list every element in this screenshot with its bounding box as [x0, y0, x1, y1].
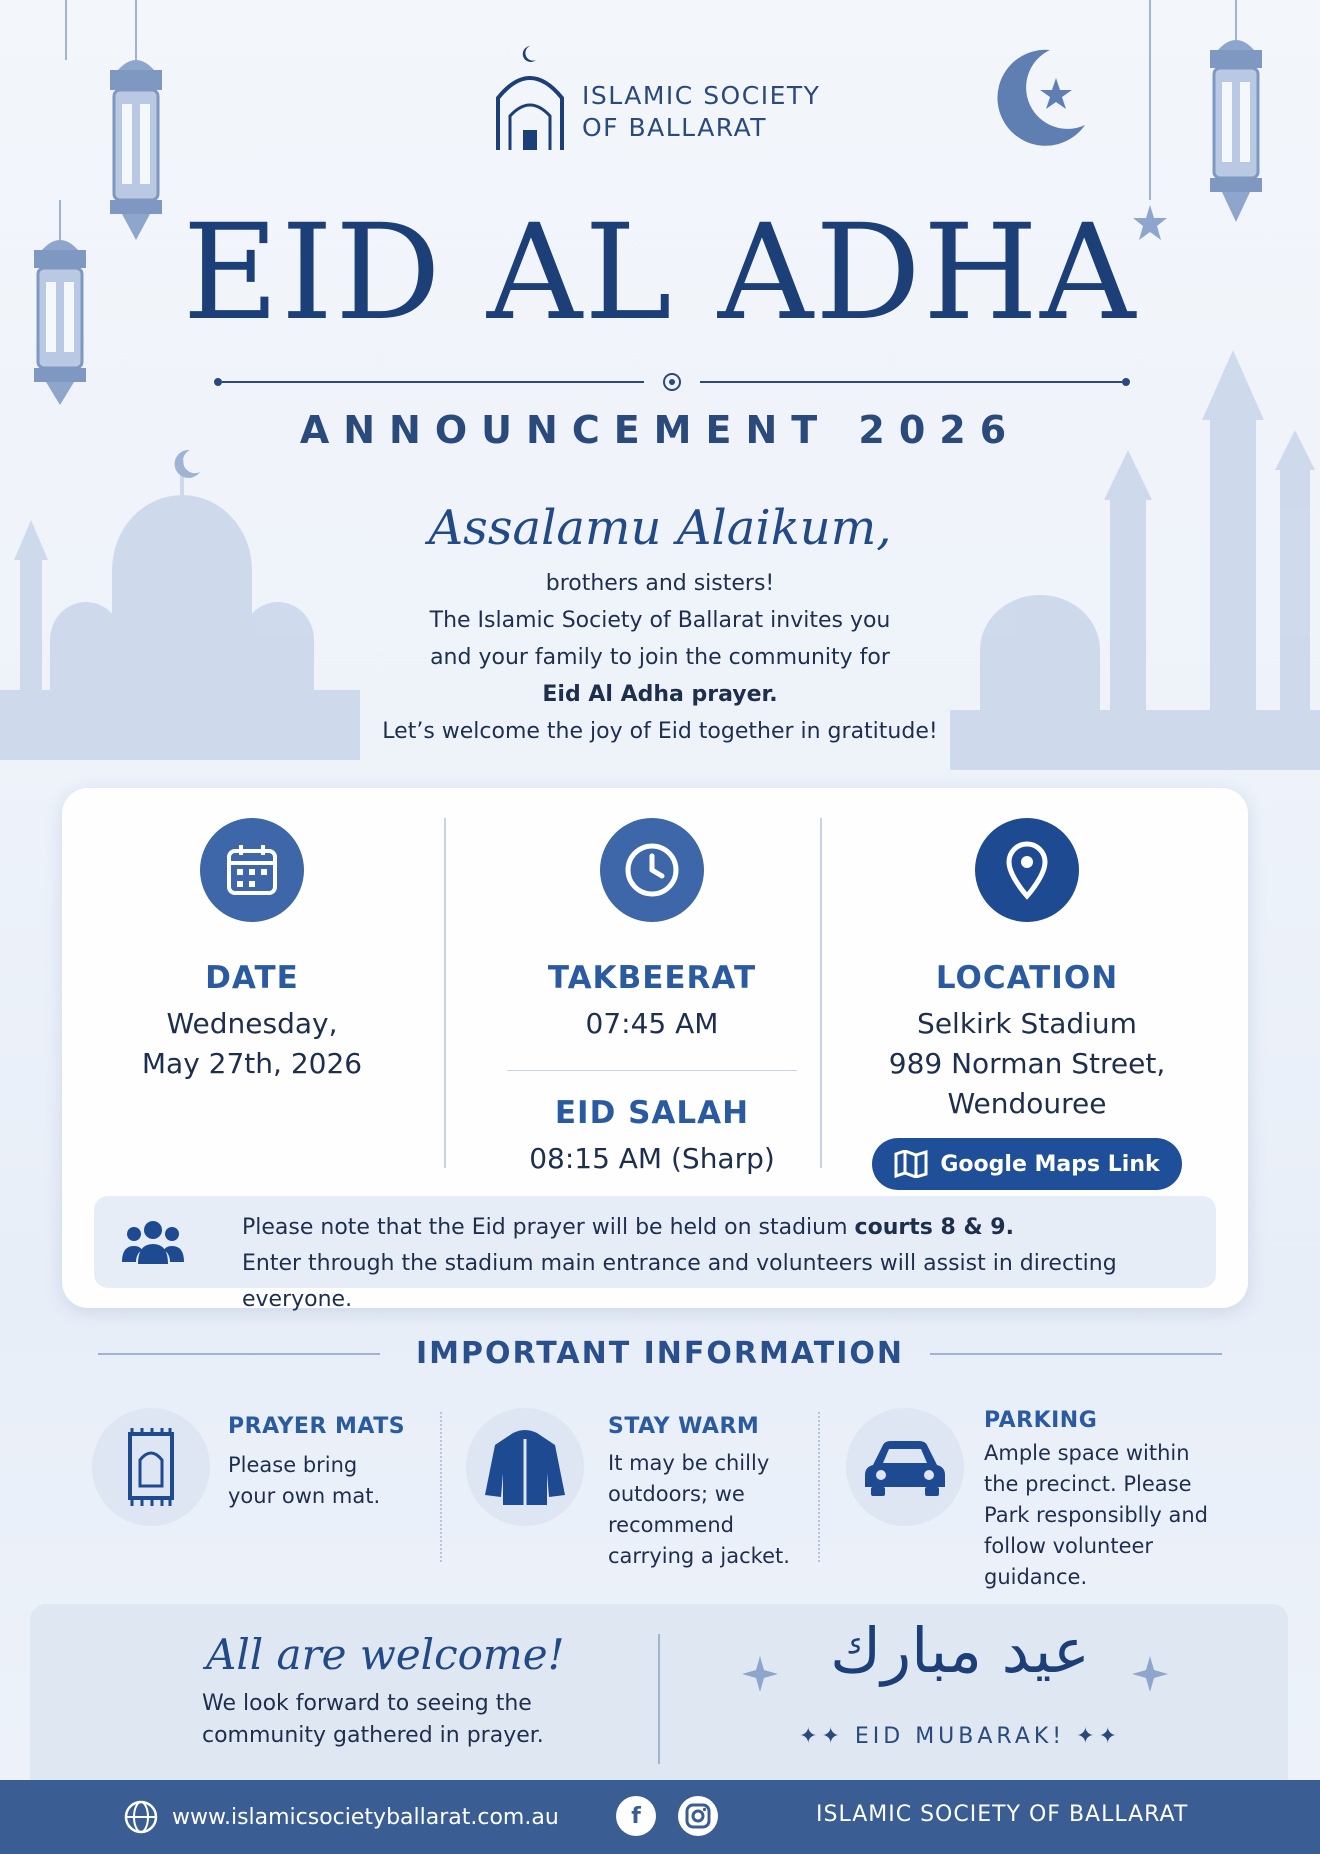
location-column — [852, 818, 1202, 1190]
date-line: May 27th, 2026 — [141, 1047, 363, 1080]
takbeerat-time: 07:45 AM — [585, 1007, 719, 1040]
car-icon — [846, 1408, 964, 1526]
info-line: follow volunteer — [984, 1534, 1154, 1558]
info-line: outdoors; we — [608, 1482, 745, 1506]
stay-warm-text — [608, 1448, 790, 1572]
social-links — [616, 1796, 718, 1836]
jacket-icon — [466, 1408, 584, 1526]
location-pin-icon — [975, 818, 1079, 922]
ornament-star-icon — [1132, 1656, 1168, 1692]
location-heading: LOCATION — [935, 960, 1119, 996]
greeting: Assalamu Alaikum, — [428, 500, 892, 556]
date-heading: DATE — [205, 960, 299, 996]
parking-text — [984, 1438, 1208, 1593]
address-line: Selkirk Stadium — [917, 1007, 1137, 1040]
date-value — [102, 1004, 402, 1084]
note-courts: courts 8 & 9. — [854, 1215, 1014, 1240]
page-title: EID AL ADHA — [182, 196, 1138, 350]
event-details-card — [62, 788, 1248, 1312]
time-divider — [507, 1070, 797, 1071]
time-column — [482, 818, 822, 1179]
date-line: Wednesday, — [166, 1007, 338, 1040]
stay-warm-heading: STAY WARM — [608, 1414, 760, 1439]
instagram-icon[interactable] — [678, 1796, 718, 1836]
footer — [0, 1780, 1320, 1854]
address-line: Wendouree — [947, 1087, 1107, 1120]
venue-note — [94, 1196, 1216, 1312]
info-line: It may be chilly — [608, 1451, 770, 1475]
salah-heading: EID SALAH — [554, 1095, 750, 1131]
info-line: Park responsiblly and — [984, 1503, 1208, 1527]
calendar-icon — [200, 818, 304, 922]
salah-time: 08:15 AM (Sharp) — [529, 1142, 775, 1175]
people-icon — [122, 1218, 184, 1268]
address-line: 989 Norman Street, — [888, 1047, 1166, 1080]
website-url: www.islamicsocietyballarat.com.au — [172, 1804, 559, 1830]
org-name-line2: OF BALLARAT — [582, 113, 768, 142]
prayer-mats-text — [228, 1450, 380, 1512]
welcome-text — [202, 1688, 544, 1752]
maps-link-label: Google Maps Link — [940, 1151, 1160, 1177]
facebook-glyph: f — [631, 1803, 641, 1829]
welcome-line: community gathered in prayer. — [202, 1723, 544, 1748]
venue-note-line2: Enter through the stadium main entrance and volunteers will assist in directing everyone. — [242, 1251, 1117, 1312]
important-info-title: IMPORTANT INFORMATION — [416, 1336, 904, 1371]
intro-line-bold: Eid Al Adha prayer. — [542, 682, 778, 707]
info-divider — [440, 1412, 442, 1562]
org-name-line1: ISLAMIC SOCIETY — [582, 81, 821, 110]
intro-line: brothers and sisters! — [545, 571, 775, 596]
info-line: the precinct. Please — [984, 1472, 1192, 1496]
venue-note-text — [242, 1210, 1216, 1318]
welcome-panel — [30, 1604, 1288, 1780]
info-line: Ample space within — [984, 1441, 1190, 1465]
takbeerat-heading: TAKBEERAT — [547, 960, 757, 996]
welcome-script: All are welcome! — [206, 1630, 565, 1679]
intro-text — [300, 565, 1020, 750]
page-subtitle: ANNOUNCEMENT 2026 — [299, 408, 1021, 452]
map-icon — [894, 1150, 928, 1178]
note-text: Please note that the Eid prayer will be held on stadium — [242, 1215, 855, 1240]
date-column — [102, 818, 402, 1084]
info-line: guidance. — [984, 1565, 1088, 1589]
clock-icon — [600, 818, 704, 922]
footer-org-name: ISLAMIC SOCIETY OF BALLARAT — [816, 1802, 1189, 1827]
mosque-logo-icon — [490, 38, 570, 158]
ornamental-divider — [214, 370, 1130, 394]
column-divider — [444, 818, 446, 1168]
globe-icon — [124, 1800, 158, 1834]
prayer-mats-heading: PRAYER MATS — [228, 1414, 406, 1439]
intro-line: and your family to join the community for — [430, 645, 890, 670]
intro-line: Let’s welcome the joy of Eid together in gratitude! — [382, 719, 938, 744]
info-line: Please bring — [228, 1453, 358, 1477]
org-logo — [490, 38, 850, 158]
intro-line: The Islamic Society of Ballarat invites you — [429, 608, 891, 633]
google-maps-link-button[interactable] — [872, 1138, 1181, 1190]
prayer-mat-icon — [92, 1408, 210, 1526]
parking-heading: PARKING — [984, 1408, 1098, 1433]
org-name — [582, 80, 820, 144]
column-divider — [820, 818, 822, 1168]
eid-mubarak-text: ✦✦ EID MUBARAK! ✦✦ — [799, 1724, 1121, 1749]
welcome-divider — [658, 1634, 660, 1764]
info-line: recommend — [608, 1513, 734, 1537]
website-link[interactable] — [124, 1800, 559, 1834]
info-divider — [818, 1412, 820, 1562]
info-line: your own mat. — [228, 1484, 381, 1508]
info-line: carrying a jacket. — [608, 1544, 790, 1568]
welcome-line: We look forward to seeing the — [202, 1691, 532, 1716]
location-address — [852, 1004, 1202, 1124]
venue-note-line1 — [242, 1210, 1216, 1246]
facebook-icon[interactable] — [616, 1796, 656, 1836]
lantern-string — [65, 0, 67, 60]
eid-mubarak-arabic: عيد مبارك — [830, 1614, 1090, 1687]
